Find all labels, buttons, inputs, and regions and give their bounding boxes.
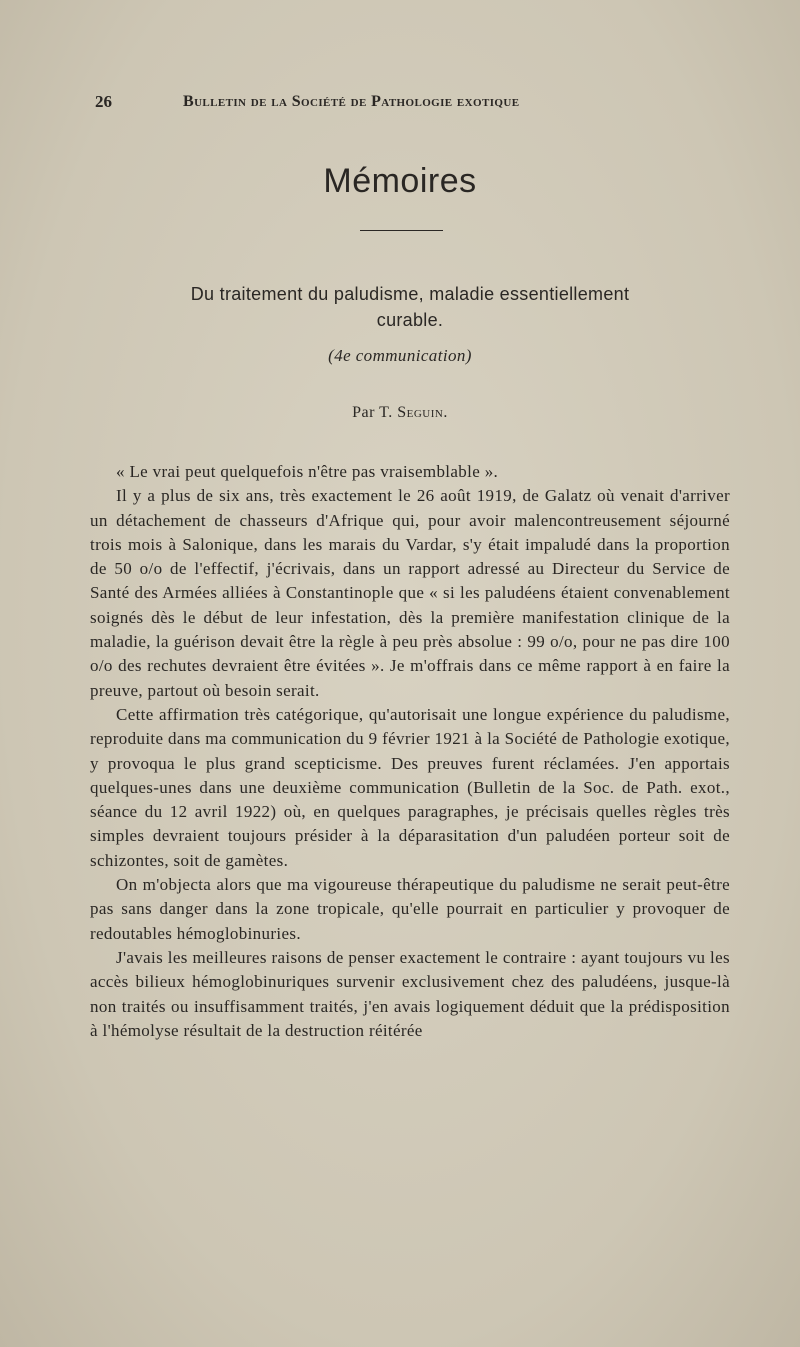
communication-number: (4e communication) (328, 346, 472, 365)
paragraph-3: On m'objecta alors que ma vigoureuse thérapeutique du paludisme ne serait peut-être pas sans danger dans la zone tropicale, qu'elle pourrait en particulier y provoquer de redoutables hémoglobinuries. (90, 875, 730, 943)
article-title-line-2: curable. (376, 310, 444, 330)
section-title: Mémoires (323, 162, 477, 200)
article-body (90, 460, 730, 1043)
running-header (95, 92, 715, 116)
paragraph-1: Il y a plus de six ans, très exactement le 26 août 1919, de Galatz où venait d'arriver un détachement de chasseurs d'Afrique qui, pour avoir malencontreusement séjourné trois mois à Salonique, dans les marais du Vardar, s'y était impaludé dans la proportion de 50 o/o de l'effectif, j'écrivais, dans un rapport adressé au Directeur du Service de Santé des Armées alliées à Constantinople que « si les paludéens étaient convenablement soignés dès le début de leur infestation, dès la première manifestation clinique de la maladie, la guérison devait être la règle à peu près absolue : 99 o/o, pour ne pas dire 100 o/o des rechutes devraient être évitées ». Je m'offrais dans ce même rapport à en faire la preuve, partout où besoin serait. (90, 486, 730, 700)
article-title-line-1: Du traitement du paludisme, maladie essentiellement (190, 284, 630, 304)
paragraph-4: J'avais les meilleures raisons de penser exactement le contraire : ayant toujours vu les accès bilieux hémoglobinuriques survenir exclusivement chez des paludéens, jusque-là non traités ou insuffisamment traités, j'en avais logiquement déduit que la prédisposition à l'hémolyse résultait de la destruction réitérée (90, 947, 730, 1040)
author-name: Seguin. (397, 404, 448, 421)
page-number: 26 (95, 92, 112, 111)
running-title: Bulletin de la Société de Pathologie exotique (183, 93, 520, 110)
epigraph: « Le vrai peut quelquefois n'être pas vraisemblable ». (116, 462, 499, 481)
article-title (100, 281, 720, 333)
title-rule (360, 230, 443, 231)
paragraph-2: Cette affirmation très catégorique, qu'autorisait une longue expérience du paludisme, reproduite dans ma communication du 9 février 1921 à la Société de Pathologie exotique, y provoqua le plus grand scepticisme. Des preuves furent réclamées. J'en apportais quelques-unes dans une deuxième communication (Bulletin de la Soc. de Path. exot., séance du 12 avril 1922) où, en quelques paragraphes, je précisais quelles règles très simples devraient toujours présider à la déparasitation d'un paludéen porteur soit de schizontes, soit de gamètes. (90, 704, 730, 870)
author-prefix: Par T. (352, 404, 393, 421)
author-line (0, 404, 800, 422)
